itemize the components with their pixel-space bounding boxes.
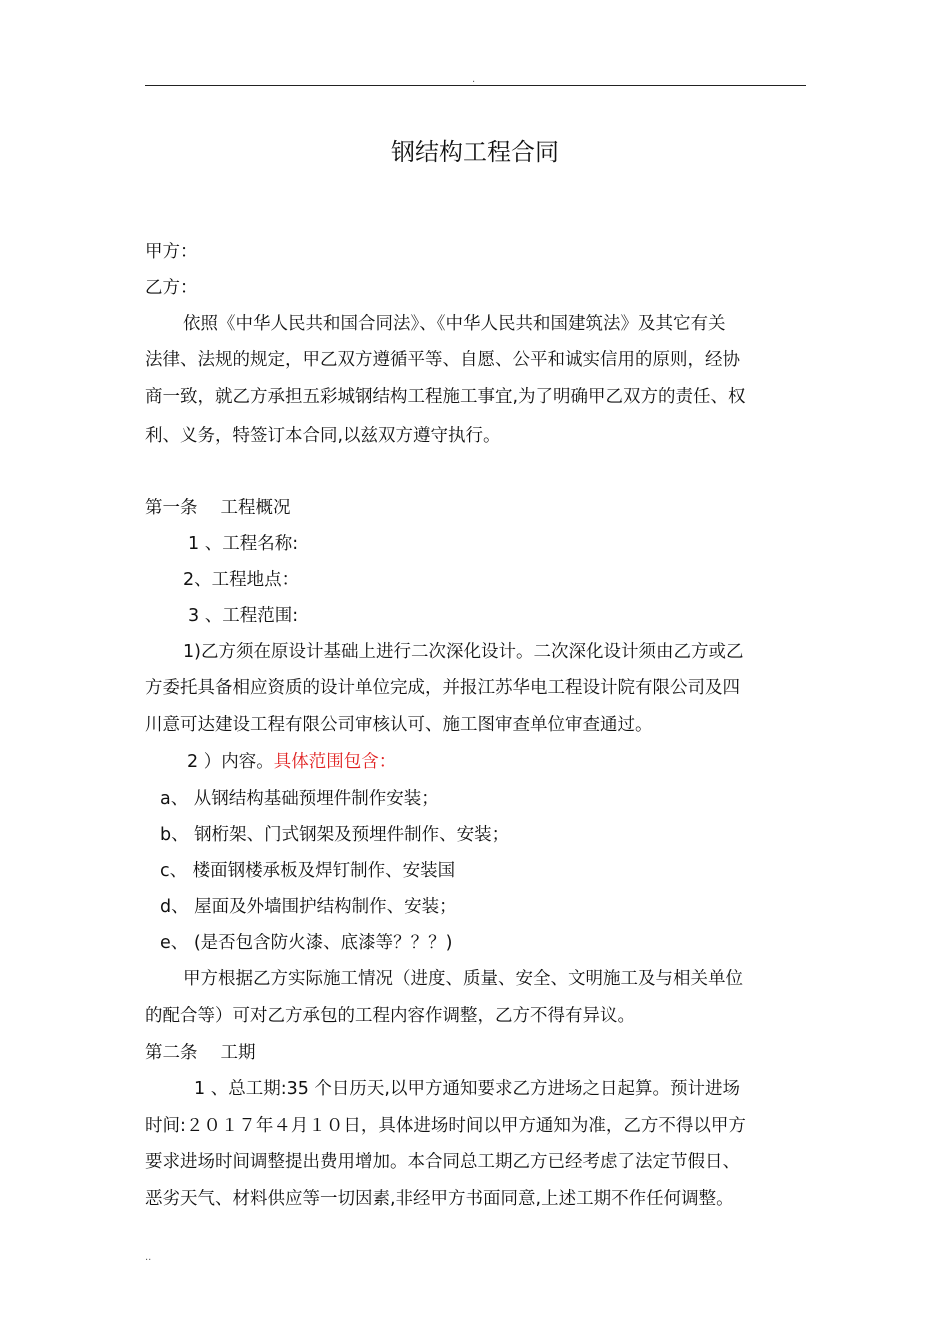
adjust-line: 的配合等）可对乙方承包的工程内容作调整，乙方不得有异议。 [145, 1006, 635, 1026]
article1-heading: 第一条 工程概况 [145, 498, 291, 518]
adjust-line: 甲方根据乙方实际施工情况（进度、质量、安全、文明施工及与相关单位 [183, 969, 743, 989]
intro-line: 商一致，就乙方承担五彩城钢结构工程施工事宜,为了明确甲乙双方的责任、权 [145, 387, 746, 407]
header-rule [145, 85, 806, 86]
document-title: 钢结构工程合同 [391, 138, 559, 166]
intro-line: 利、义务，特签订本合同,以兹双方遵守执行。 [145, 426, 501, 446]
header-dot: . [472, 74, 476, 85]
party-a-label: 甲方： [145, 242, 198, 262]
article2-line: 恶劣天气、材料供应等一切因素,非经甲方书面同意,上述工期不作任何调整。 [145, 1189, 734, 1209]
scope-sub1-line: 方委托具备相应资质的设计单位完成，并报江苏华电工程设计院有限公司及四 [145, 678, 740, 698]
article1-item-scope: 3 、工程范围: [188, 606, 299, 626]
intro-line: 依照《中华人民共和国合同法》、《中华人民共和国建筑法》及其它有关 [183, 314, 726, 334]
scope-list-item: a、 从钢结构基础预埋件制作安装； [160, 789, 439, 809]
article1-item-location: 2、工程地点： [183, 570, 300, 590]
scope-list-item: e、 (是否包含防火漆、底漆等？？？) [160, 933, 453, 953]
scope-list-item: d、 屋面及外墙围护结构制作、安装； [160, 897, 457, 917]
scope-sub2 [187, 750, 396, 774]
scope-list-item: b、 钢桁架、门式钢架及预埋件制作、安装； [160, 825, 510, 845]
article2-line: 时间:２０１７年４月１０日，具体进场时间以甲方通知为准，乙方不得以甲方 [145, 1116, 746, 1136]
article2-line: 1 、总工期:35 个日历天,以甲方通知要求乙方进场之日起算。预计进场 [194, 1079, 740, 1099]
article2-heading: 第二条 工期 [145, 1043, 256, 1063]
intro-line: 法律、法规的规定，甲乙双方遵循平等、自愿、公平和诚实信用的原则，经协 [145, 350, 740, 370]
party-b-label: 乙方： [145, 278, 198, 298]
scope-list-item: c、 楼面钢楼承板及焊钉制作、安装国 [160, 861, 456, 881]
scope-sub1-line: 1)乙方须在原设计基础上进行二次深化设计。二次深化设计须由乙方或乙 [183, 642, 744, 662]
footer-dots: .. [145, 1252, 152, 1263]
article1-item-name: 1 、工程名称: [188, 534, 299, 554]
scope-sub2-prefix: 2 ）内容。 [187, 752, 274, 772]
scope-sub2-highlight: 具体范围包含： [273, 752, 397, 772]
article2-line: 要求进场时间调整提出费用增加。本合同总工期乙方已经考虑了法定节假日、 [145, 1152, 740, 1172]
scope-sub1-line: 川意可达建设工程有限公司审核认可、施工图审查单位审查通过。 [145, 715, 653, 735]
